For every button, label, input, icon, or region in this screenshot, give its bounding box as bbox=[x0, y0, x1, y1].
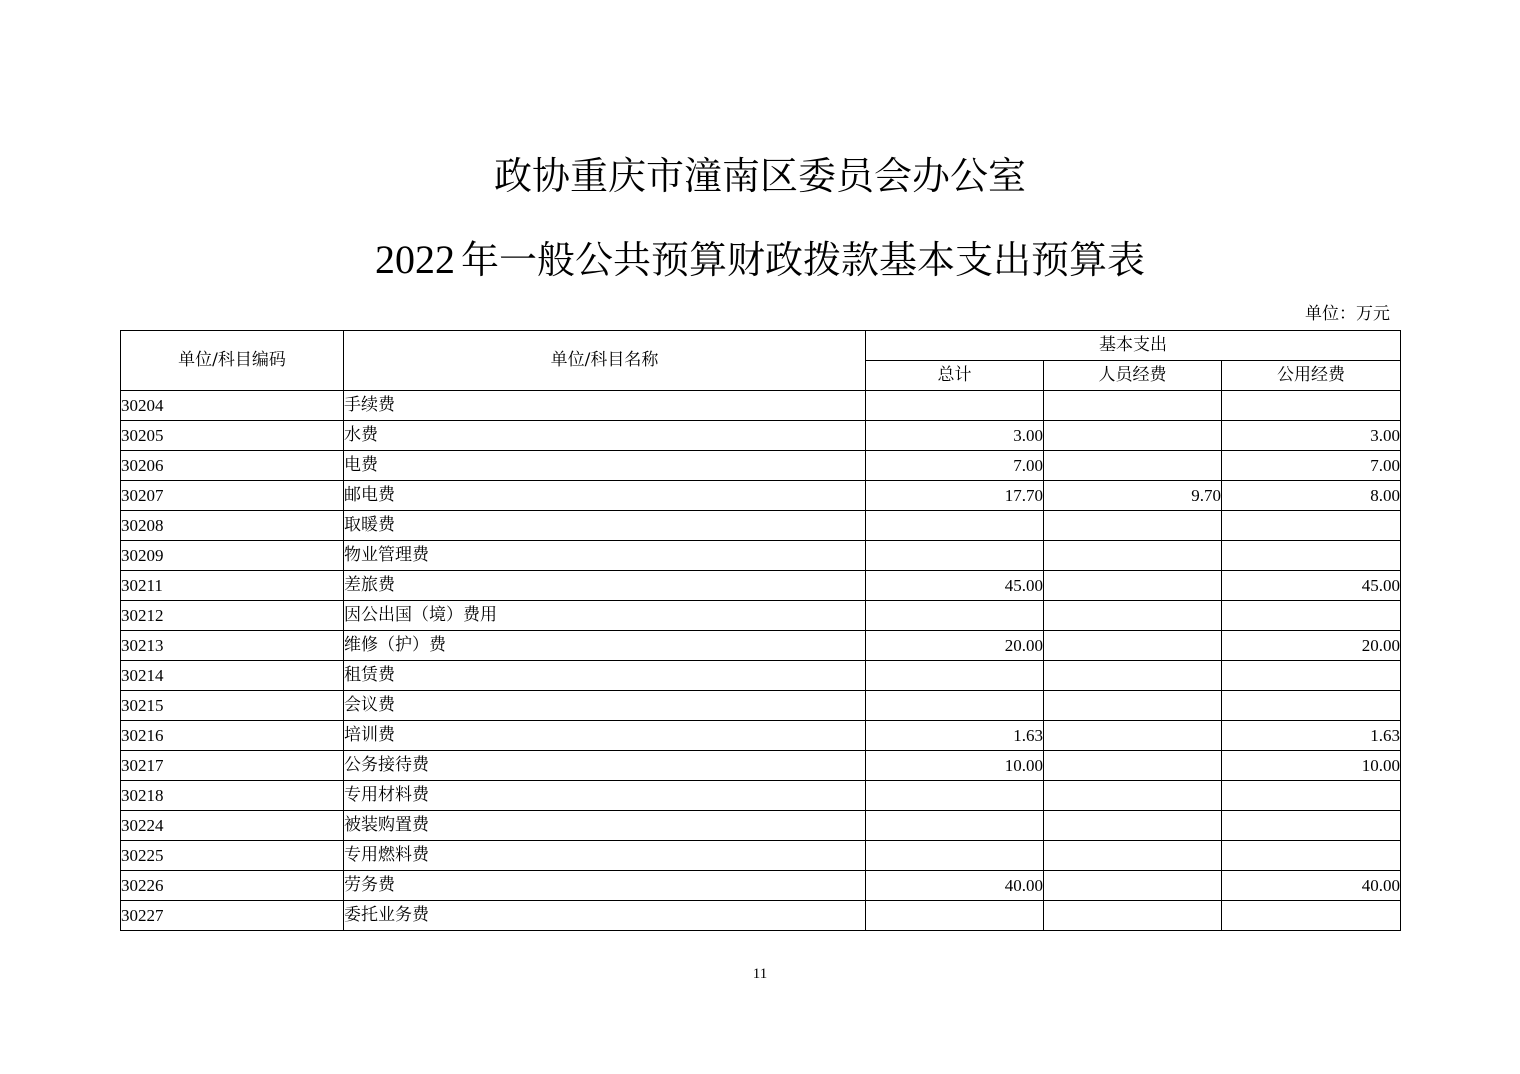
table-row bbox=[121, 841, 1401, 871]
row-name: 水费 bbox=[344, 421, 866, 451]
table-row bbox=[121, 751, 1401, 781]
table-row bbox=[121, 811, 1401, 841]
table-row bbox=[121, 601, 1401, 631]
row-total bbox=[866, 541, 1044, 571]
table-row bbox=[121, 661, 1401, 691]
page-title: 政协重庆市潼南区委员会办公室 bbox=[493, 154, 1026, 198]
row-total bbox=[866, 391, 1044, 421]
row-public: 45.00 bbox=[1222, 571, 1401, 601]
page-subtitle bbox=[0, 234, 1520, 286]
table-row bbox=[121, 541, 1401, 571]
row-personnel bbox=[1044, 571, 1222, 601]
row-public bbox=[1222, 901, 1401, 931]
row-public: 20.00 bbox=[1222, 631, 1401, 661]
row-code: 30209 bbox=[121, 541, 344, 571]
row-name: 取暖费 bbox=[344, 511, 866, 541]
row-code: 30218 bbox=[121, 781, 344, 811]
row-name: 电费 bbox=[344, 451, 866, 481]
row-code: 30207 bbox=[121, 481, 344, 511]
row-total: 1.63 bbox=[866, 721, 1044, 751]
row-personnel bbox=[1044, 901, 1222, 931]
row-personnel: 9.70 bbox=[1044, 481, 1222, 511]
row-public bbox=[1222, 391, 1401, 421]
row-public bbox=[1222, 541, 1401, 571]
row-personnel bbox=[1044, 721, 1222, 751]
row-personnel bbox=[1044, 871, 1222, 901]
row-total: 3.00 bbox=[866, 421, 1044, 451]
row-public: 3.00 bbox=[1222, 421, 1401, 451]
row-personnel bbox=[1044, 841, 1222, 871]
row-name: 专用燃料费 bbox=[344, 841, 866, 871]
table-row bbox=[121, 391, 1401, 421]
row-public: 1.63 bbox=[1222, 721, 1401, 751]
row-total: 7.00 bbox=[866, 451, 1044, 481]
row-code: 30215 bbox=[121, 691, 344, 721]
row-name: 公务接待费 bbox=[344, 751, 866, 781]
table-row bbox=[121, 781, 1401, 811]
row-total: 45.00 bbox=[866, 571, 1044, 601]
row-public bbox=[1222, 601, 1401, 631]
row-name: 租赁费 bbox=[344, 661, 866, 691]
row-code: 30224 bbox=[121, 811, 344, 841]
row-code: 30205 bbox=[121, 421, 344, 451]
row-personnel bbox=[1044, 811, 1222, 841]
row-total bbox=[866, 691, 1044, 721]
row-total bbox=[866, 841, 1044, 871]
row-total bbox=[866, 511, 1044, 541]
row-code: 30214 bbox=[121, 661, 344, 691]
row-personnel bbox=[1044, 631, 1222, 661]
table-row bbox=[121, 481, 1401, 511]
row-personnel bbox=[1044, 781, 1222, 811]
row-name: 因公出国（境）费用 bbox=[344, 601, 866, 631]
header-basic-expenditure: 基本支出 bbox=[866, 331, 1401, 361]
table-row bbox=[121, 511, 1401, 541]
row-public bbox=[1222, 841, 1401, 871]
row-public: 8.00 bbox=[1222, 481, 1401, 511]
row-name: 邮电费 bbox=[344, 481, 866, 511]
row-personnel bbox=[1044, 541, 1222, 571]
page-number: 11 bbox=[752, 966, 768, 982]
row-name: 手续费 bbox=[344, 391, 866, 421]
subtitle-year: 2022 bbox=[374, 237, 455, 282]
row-personnel bbox=[1044, 691, 1222, 721]
header-name: 单位/科目名称 bbox=[344, 331, 866, 391]
row-name: 专用材料费 bbox=[344, 781, 866, 811]
row-code: 30213 bbox=[121, 631, 344, 661]
row-public: 10.00 bbox=[1222, 751, 1401, 781]
table-row bbox=[121, 871, 1401, 901]
row-public bbox=[1222, 511, 1401, 541]
row-code: 30208 bbox=[121, 511, 344, 541]
row-public: 40.00 bbox=[1222, 871, 1401, 901]
table-row bbox=[121, 901, 1401, 931]
table-row bbox=[121, 421, 1401, 451]
row-personnel bbox=[1044, 601, 1222, 631]
unit-label: 单位：万元 bbox=[1305, 304, 1390, 324]
row-total: 40.00 bbox=[866, 871, 1044, 901]
row-code: 30226 bbox=[121, 871, 344, 901]
row-personnel bbox=[1044, 511, 1222, 541]
row-public bbox=[1222, 811, 1401, 841]
row-code: 30217 bbox=[121, 751, 344, 781]
row-name: 委托业务费 bbox=[344, 901, 866, 931]
row-name: 差旅费 bbox=[344, 571, 866, 601]
header-total: 总计 bbox=[866, 361, 1044, 391]
row-code: 30211 bbox=[121, 571, 344, 601]
row-code: 30212 bbox=[121, 601, 344, 631]
table-row bbox=[121, 571, 1401, 601]
row-personnel bbox=[1044, 751, 1222, 781]
table-row bbox=[121, 451, 1401, 481]
row-total bbox=[866, 781, 1044, 811]
row-code: 30227 bbox=[121, 901, 344, 931]
row-personnel bbox=[1044, 451, 1222, 481]
header-personnel: 人员经费 bbox=[1044, 361, 1222, 391]
row-public bbox=[1222, 661, 1401, 691]
row-code: 30204 bbox=[121, 391, 344, 421]
table-row bbox=[121, 691, 1401, 721]
row-personnel bbox=[1044, 421, 1222, 451]
row-total: 10.00 bbox=[866, 751, 1044, 781]
row-name: 培训费 bbox=[344, 721, 866, 751]
row-total bbox=[866, 811, 1044, 841]
row-total: 17.70 bbox=[866, 481, 1044, 511]
row-personnel bbox=[1044, 661, 1222, 691]
row-public bbox=[1222, 691, 1401, 721]
row-public: 7.00 bbox=[1222, 451, 1401, 481]
header-public: 公用经费 bbox=[1222, 361, 1401, 391]
row-code: 30225 bbox=[121, 841, 344, 871]
row-name: 物业管理费 bbox=[344, 541, 866, 571]
row-public bbox=[1222, 781, 1401, 811]
budget-table bbox=[120, 330, 1401, 931]
row-total: 20.00 bbox=[866, 631, 1044, 661]
table-row bbox=[121, 721, 1401, 751]
row-name: 会议费 bbox=[344, 691, 866, 721]
subtitle-text: 年一般公共预算财政拨款基本支出预算表 bbox=[460, 238, 1145, 282]
row-name: 被装购置费 bbox=[344, 811, 866, 841]
row-code: 30206 bbox=[121, 451, 344, 481]
table-body bbox=[121, 391, 1401, 931]
row-personnel bbox=[1044, 391, 1222, 421]
row-name: 劳务费 bbox=[344, 871, 866, 901]
row-code: 30216 bbox=[121, 721, 344, 751]
header-code: 单位/科目编码 bbox=[121, 331, 344, 391]
row-name: 维修（护）费 bbox=[344, 631, 866, 661]
row-total bbox=[866, 661, 1044, 691]
table-row bbox=[121, 631, 1401, 661]
row-total bbox=[866, 601, 1044, 631]
row-total bbox=[866, 901, 1044, 931]
